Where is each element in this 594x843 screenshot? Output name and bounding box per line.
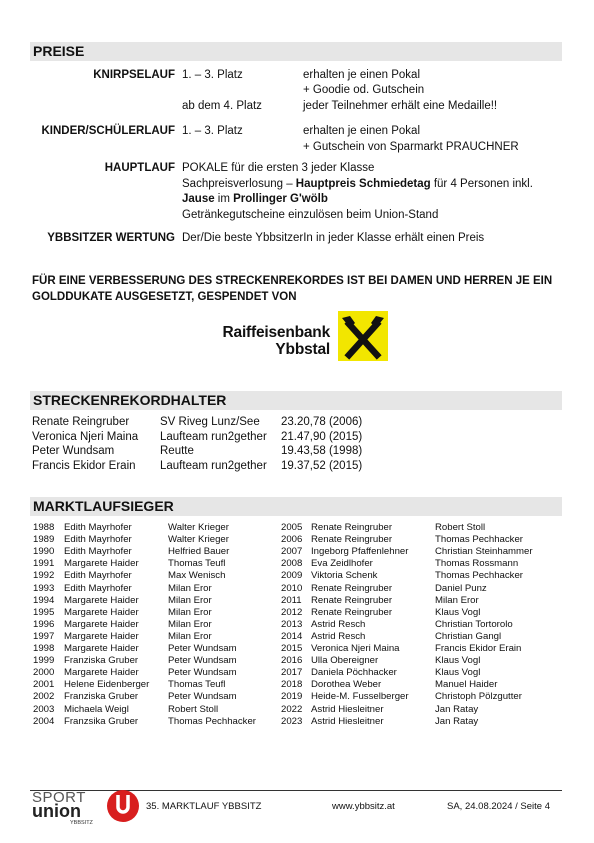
winner-men: Robert Stoll xyxy=(168,703,219,715)
sponsor-name-1: Raiffeisenbank xyxy=(222,324,330,341)
record-time: 21.47,90 (2015) xyxy=(281,430,363,443)
hauptlauf-label: HAUPTLAUF xyxy=(104,162,175,174)
winner-men: Peter Wundsam xyxy=(168,691,237,703)
winner-men: Milan Eror xyxy=(168,582,212,594)
winner-year: 1996 xyxy=(33,618,55,630)
winner-women: Viktoria Schenk xyxy=(311,570,378,582)
winner-year: 1993 xyxy=(33,582,55,594)
winner-year: 2007 xyxy=(281,546,303,558)
winner-year: 2003 xyxy=(33,703,55,715)
winner-women: Ulla Obereigner xyxy=(311,655,379,667)
ybbsitzer-label: YBBSITZER WERTUNG xyxy=(47,232,175,244)
knirpselauf-place-1: 1. – 3. Platz xyxy=(182,69,243,81)
winner-year: 1991 xyxy=(33,558,55,570)
notice-line-1: FÜR EINE VERBESSERUNG DES STRECKENREKORDES IST BEI DAMEN UND HERREN JE EIN xyxy=(32,275,553,287)
winner-year: 2017 xyxy=(281,667,303,679)
kinderlauf-place: 1. – 3. Platz xyxy=(182,125,243,137)
winner-men: Milan Eror xyxy=(168,630,212,642)
knirpselauf-prize-2: jeder Teilnehmer erhält eine Medaille!! xyxy=(303,100,498,112)
winner-men: Peter Wundsam xyxy=(168,643,237,654)
winner-men: Thomas Rossmann xyxy=(435,558,519,570)
winner-men: Thomas Pechhacker xyxy=(435,570,523,582)
winner-women: Franziska Gruber xyxy=(64,691,139,703)
winner-men: Robert Stoll xyxy=(435,522,486,533)
logo-sport: SPORT xyxy=(32,789,86,806)
winner-women: Margarete Haider xyxy=(64,618,139,630)
winner-year: 2009 xyxy=(281,570,303,582)
raiffeisen-gable-cross-icon xyxy=(338,311,388,361)
hauptlauf-line3-b: im xyxy=(214,193,234,205)
record-club: Laufteam run2gether xyxy=(160,459,267,472)
winner-year: 2001 xyxy=(33,679,55,691)
winner-men: Klaus Vogl xyxy=(435,606,481,618)
kinderlauf-prize-b: + Gutschein von Sparmarkt PRAUCHNER xyxy=(303,141,519,153)
winner-men: Thomas Teufl xyxy=(168,558,226,570)
section-header-records: STRECKENREKORDHALTER xyxy=(30,391,562,410)
winner-men: Daniel Punz xyxy=(435,582,487,594)
winner-women: Eva Zeidlhofer xyxy=(311,558,373,570)
winner-men: Christian Steinhammer xyxy=(435,546,533,558)
winner-men: Christoph Pölzgutter xyxy=(435,691,522,703)
winner-men: Milan Eror xyxy=(168,594,212,606)
winner-year: 1994 xyxy=(33,594,55,606)
winner-women: Daniela Pöchhacker xyxy=(311,667,397,679)
winner-women: Renate Reingruber xyxy=(311,534,393,546)
notice-line-2: GOLDDUKATE AUSGESETZT, GESPENDET VON xyxy=(32,291,297,303)
winner-women: Edith Mayrhofer xyxy=(64,582,132,594)
hauptlauf-line2 xyxy=(182,178,533,190)
kinderlauf-label: KINDER/SCHÜLERLAUF xyxy=(41,125,175,137)
winner-women: Astrid Hiesleitner xyxy=(311,703,384,715)
winner-men: Peter Wundsam xyxy=(168,667,237,679)
winner-men: Thomas Pechhacker xyxy=(168,715,256,727)
winner-men: Walter Krieger xyxy=(168,534,229,546)
footer-page: SA, 24.08.2024 / Seite 4 xyxy=(447,801,550,812)
winner-year: 2023 xyxy=(281,715,303,727)
winner-women: Margarete Haider xyxy=(64,630,139,642)
winner-year: 1989 xyxy=(33,534,55,546)
knirpselauf-prize-1b: + Goodie od. Gutschein xyxy=(303,84,425,96)
winner-women: Edith Mayrhofer xyxy=(64,522,132,533)
union-u-icon xyxy=(106,789,140,823)
winner-year: 1992 xyxy=(33,570,55,582)
winner-men: Thomas Teufl xyxy=(168,679,226,691)
winner-men: Max Wenisch xyxy=(168,570,226,582)
record-time: 23.20,78 (2006) xyxy=(281,416,363,428)
hauptlauf-location: Prollinger G'wölb xyxy=(233,193,328,205)
winner-year: 2011 xyxy=(281,594,302,606)
record-time: 19.37,52 (2015) xyxy=(281,459,363,472)
winner-year: 2008 xyxy=(281,558,303,570)
logo-place: YBBSITZ xyxy=(70,820,93,826)
knirpselauf-label: KNIRPSELAUF xyxy=(93,69,175,81)
winner-women: Heide-M. Fusselberger xyxy=(311,691,409,703)
winner-women: Margarete Haider xyxy=(64,558,139,570)
winner-year: 1999 xyxy=(33,655,55,667)
winner-year: 2015 xyxy=(281,643,303,654)
winner-women: Helene Eidenberger xyxy=(64,679,150,691)
kinderlauf-prize-a: erhalten je einen Pokal xyxy=(303,125,420,137)
winner-men: Christian Gangl xyxy=(435,630,502,642)
record-club: Laufteam run2gether xyxy=(160,430,267,443)
winner-men: Jan Ratay xyxy=(435,703,479,715)
winner-year: 2016 xyxy=(281,655,303,667)
record-time: 19.43,58 (1998) xyxy=(281,445,363,457)
winner-year: 2012 xyxy=(281,606,303,618)
winner-women: Edith Mayrhofer xyxy=(64,570,132,582)
winner-year: 2005 xyxy=(281,522,303,533)
winner-women: Veronica Njeri Maina xyxy=(311,643,400,654)
winner-men: Peter Wundsam xyxy=(168,655,237,667)
winner-women: Renate Reingruber xyxy=(311,594,393,606)
winner-women: Dorothea Weber xyxy=(311,679,382,691)
winner-men: Klaus Vogl xyxy=(435,667,481,679)
record-name: Renate Reingruber xyxy=(32,416,130,428)
sponsor-logo xyxy=(198,310,388,362)
hauptlauf-line2-c: für 4 Personen inkl. xyxy=(430,178,533,190)
winner-men: Christian Tortorolo xyxy=(435,618,513,630)
footer-url[interactable]: www.ybbsitz.at xyxy=(332,801,395,812)
ybbsitzer-text: Der/Die beste YbbsitzerIn in jeder Klasse erhält einen Preis xyxy=(182,232,485,244)
winner-women: Astrid Hiesleitner xyxy=(311,715,384,727)
winner-women: Astrid Resch xyxy=(311,618,366,630)
winner-men: Jan Ratay xyxy=(435,715,479,727)
record-name: Francis Ekidor Erain xyxy=(32,459,136,472)
winner-year: 2019 xyxy=(281,691,303,703)
winner-men: Walter Krieger xyxy=(168,522,229,533)
winner-year: 2002 xyxy=(33,691,55,703)
winner-year: 2000 xyxy=(33,667,55,679)
winner-women: Astrid Resch xyxy=(311,630,366,642)
winner-men: Klaus Vogl xyxy=(435,655,481,667)
record-name: Peter Wundsam xyxy=(32,445,115,457)
footer-event: 35. MARKTLAUF YBBSITZ xyxy=(146,801,262,812)
winner-year: 1995 xyxy=(33,606,55,618)
winner-women: Franzsika Gruber xyxy=(64,715,139,727)
winner-men: Milan Eror xyxy=(168,606,212,618)
winner-year: 1998 xyxy=(33,643,55,654)
winner-women: Renate Reingruber xyxy=(311,522,393,533)
record-name: Veronica Njeri Maina xyxy=(32,430,139,443)
hauptlauf-line3 xyxy=(182,193,328,205)
winner-year: 2006 xyxy=(281,534,303,546)
hauptlauf-line2-a: Sachpreisverlosung – xyxy=(182,178,296,190)
winner-year: 2022 xyxy=(281,703,303,715)
hauptlauf-line1: POKALE für die ersten 3 jeder Klasse xyxy=(182,162,375,174)
winner-men: Manuel Haider xyxy=(435,679,498,691)
winner-men: Thomas Pechhacker xyxy=(435,534,523,546)
winner-women: Edith Mayrhofer xyxy=(64,534,132,546)
logo-union: union xyxy=(32,801,81,821)
hauptlauf-jause: Jause xyxy=(182,193,215,205)
winner-women: Ingeborg Pfaffenlehner xyxy=(311,546,409,558)
sponsor-name-2: Ybbstal xyxy=(275,341,330,358)
winner-women: Margarete Haider xyxy=(64,667,139,679)
winner-year: 1988 xyxy=(33,522,55,533)
winner-year: 2004 xyxy=(33,715,55,727)
winner-year: 1997 xyxy=(33,630,55,642)
winner-year: 1990 xyxy=(33,546,55,558)
winner-men: Helfried Bauer xyxy=(168,546,230,558)
hauptlauf-main-prize: Hauptpreis Schmiedetag xyxy=(295,178,431,190)
winner-women: Renate Reingruber xyxy=(311,606,393,618)
winner-year: 2010 xyxy=(281,582,303,594)
record-bonus-notice xyxy=(32,273,562,305)
record-club: SV Riveg Lunz/See xyxy=(160,416,260,428)
record-club: Reutte xyxy=(160,445,194,457)
winner-women: Margarete Haider xyxy=(64,643,139,654)
winner-year: 2014 xyxy=(281,630,303,642)
winner-women: Edith Mayrhofer xyxy=(64,546,132,558)
winner-women: Franziska Gruber xyxy=(64,655,139,667)
winner-year: 2018 xyxy=(281,679,303,691)
section-header-preise: PREISE xyxy=(30,42,562,61)
winner-women: Margarete Haider xyxy=(64,594,139,606)
knirpselauf-place-2: ab dem 4. Platz xyxy=(182,100,262,112)
winner-women: Margarete Haider xyxy=(64,606,139,618)
hauptlauf-line4: Getränkegutscheine einzulösen beim Union-Stand xyxy=(182,209,439,221)
winner-men: Milan Eror xyxy=(435,594,479,606)
winner-men: Milan Eror xyxy=(168,618,212,630)
sport-union-logo xyxy=(32,789,142,825)
winner-women: Renate Reingruber xyxy=(311,582,393,594)
winner-year: 2013 xyxy=(281,618,303,630)
knirpselauf-prize-1a: erhalten je einen Pokal xyxy=(303,69,420,81)
winner-men: Francis Ekidor Erain xyxy=(435,643,522,654)
winner-women: Michaela Weigl xyxy=(64,703,129,715)
section-header-winners: MARKTLAUFSIEGER xyxy=(30,497,562,516)
